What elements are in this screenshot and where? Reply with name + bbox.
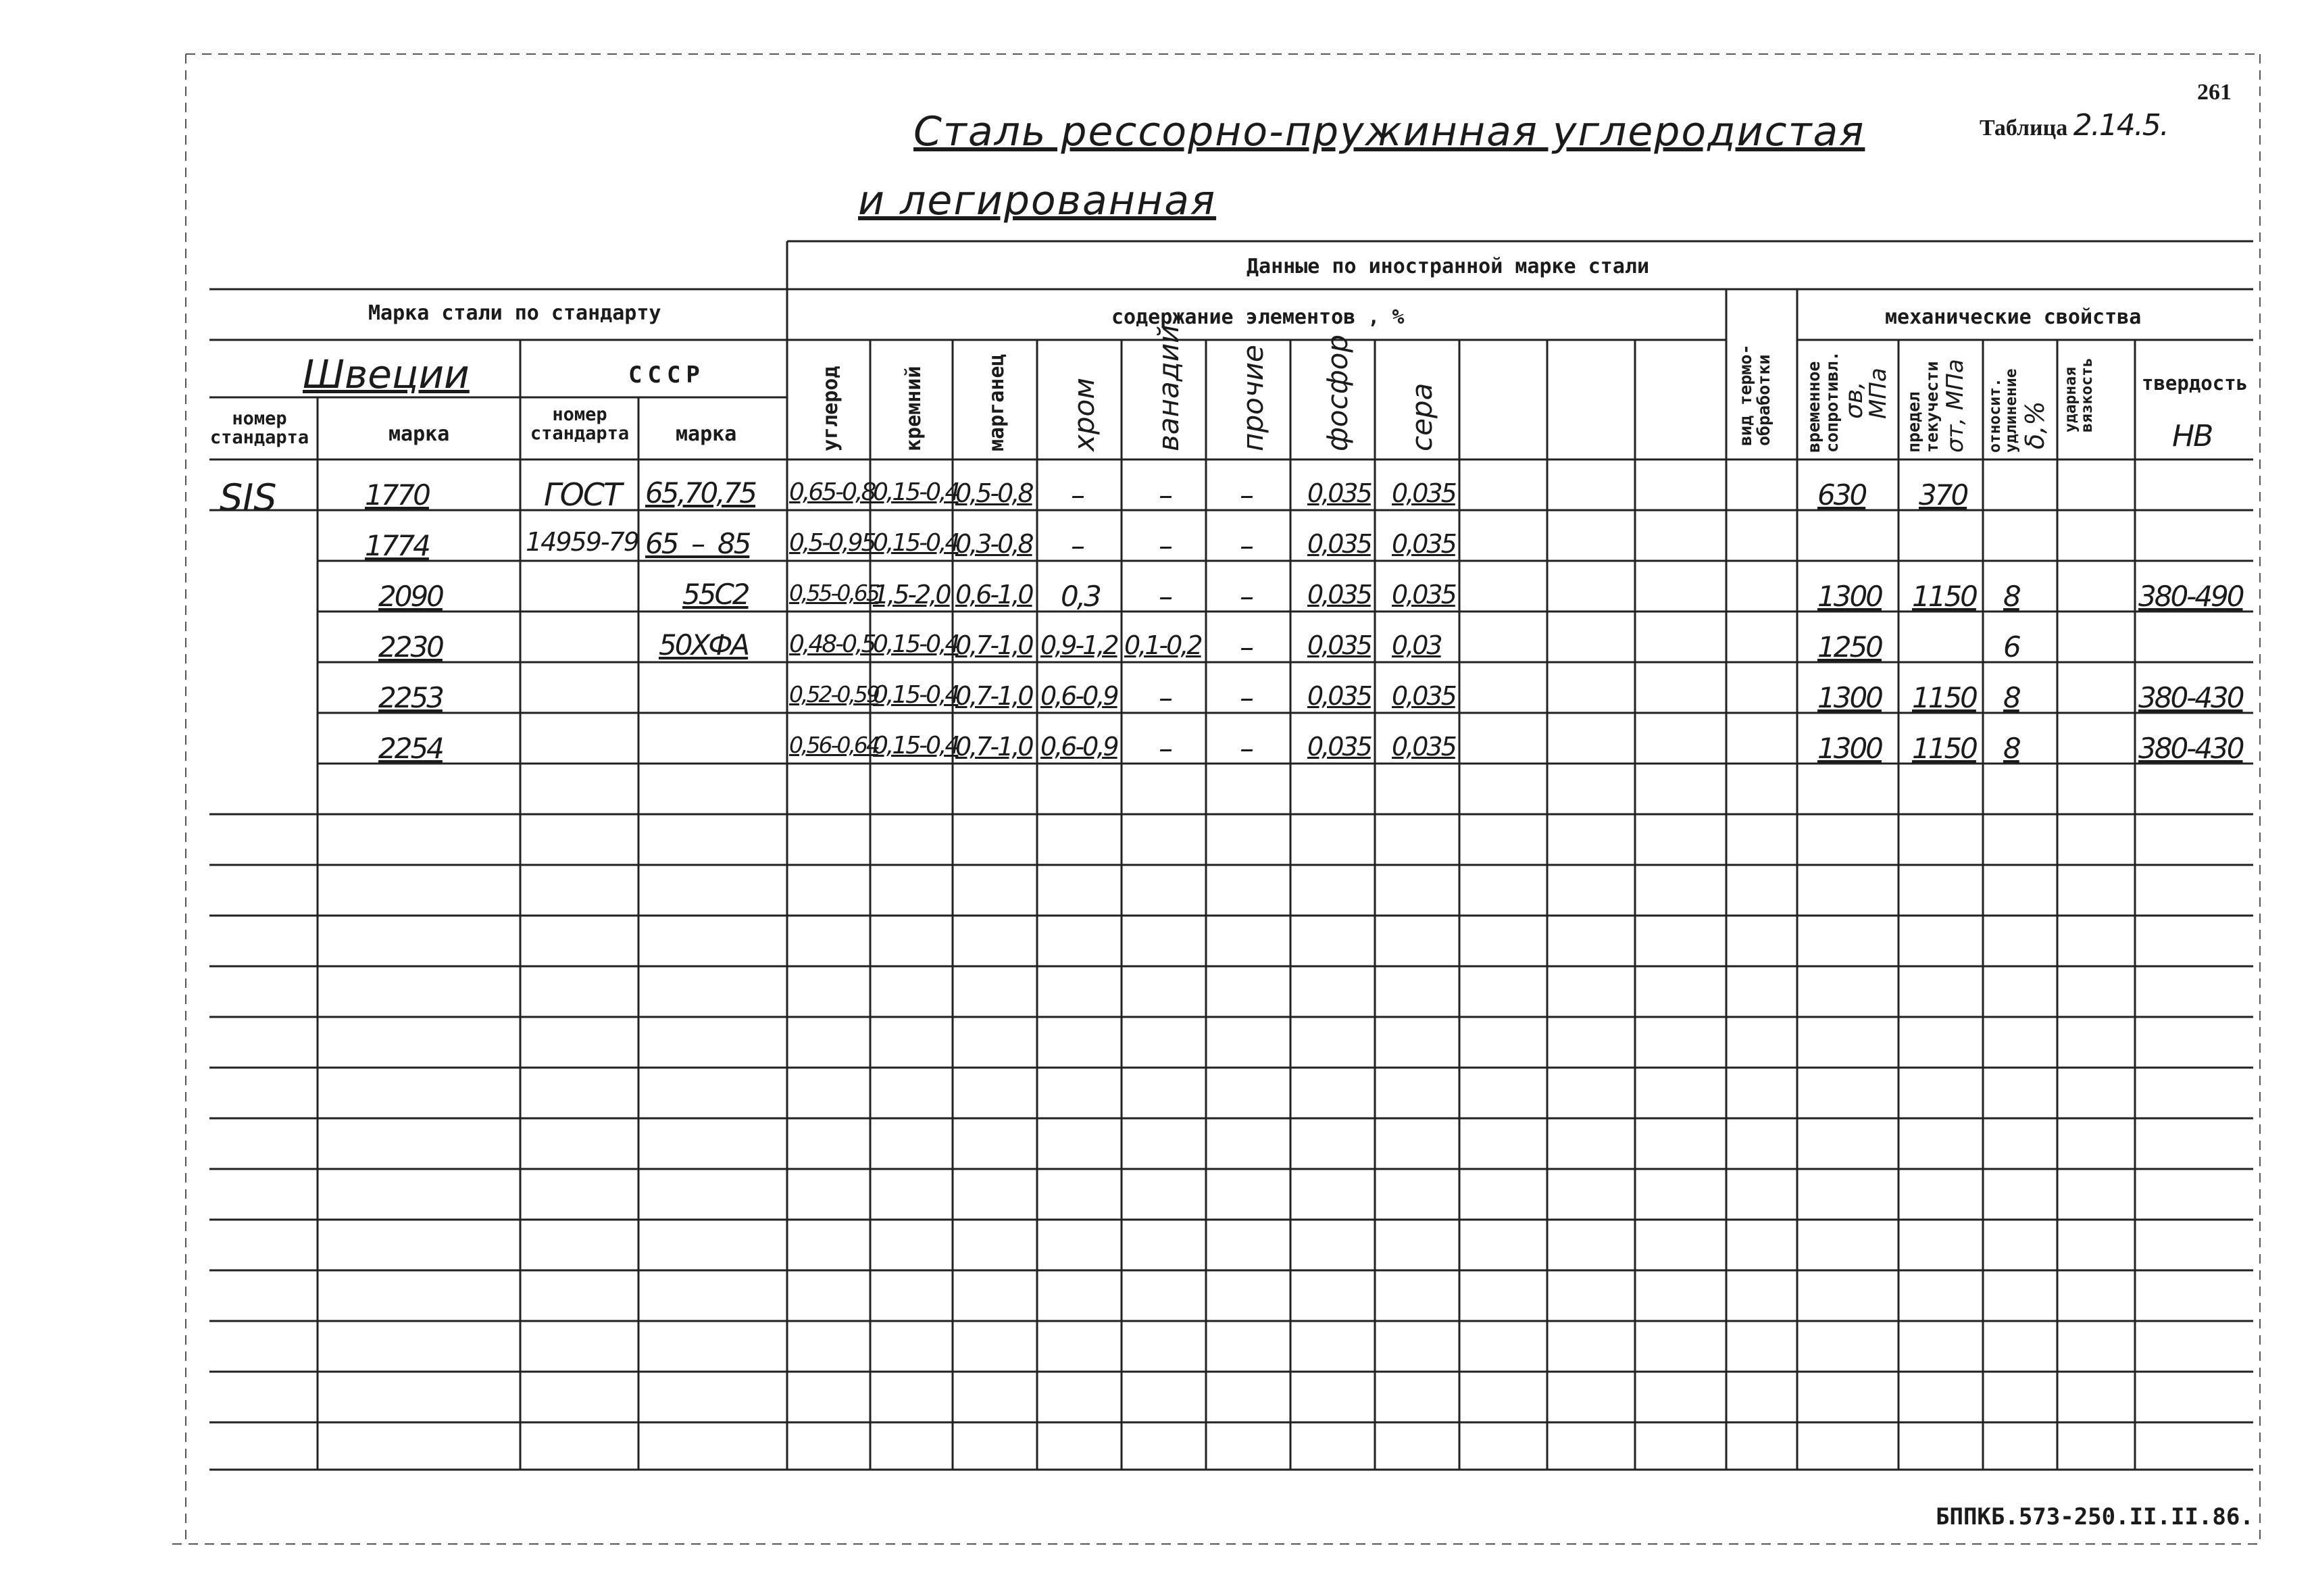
row3-tensile: 1300	[1817, 580, 1882, 613]
row1-phosphorus: 0,035	[1307, 478, 1371, 508]
row5-other: –	[1240, 681, 1252, 714]
row5-chromium: 0,6-0,9	[1040, 681, 1117, 711]
row3-hardness: 380-490	[2138, 580, 2243, 613]
row6-chromium: 0,6-0,9	[1040, 732, 1117, 762]
row5-vanadium: –	[1159, 681, 1171, 714]
col-tensile-line1: временное	[1804, 361, 1823, 453]
col-vanadium: ванадий	[1152, 324, 1185, 451]
row3-carbon: 0,55-0,65	[789, 580, 878, 606]
col-elong-line1: относит.	[1986, 378, 2004, 453]
header-ussr-std-number: номер стандарта	[530, 404, 630, 444]
row4-carbon: 0,48-0,5	[789, 630, 875, 658]
row1-chromium: –	[1071, 478, 1083, 512]
row4-elongation: 6	[2003, 630, 2019, 664]
row6-silicon: 0,15-0,4	[873, 732, 959, 759]
row6-sulfur: 0,035	[1392, 732, 1455, 762]
row1-yield: 370	[1919, 478, 1967, 512]
row6-yield: 1150	[1912, 732, 1976, 765]
row6-vanadium: –	[1159, 732, 1171, 765]
ussr-standard-line1: ГОСТ	[544, 476, 622, 513]
row3-other: –	[1240, 580, 1252, 613]
row2-chromium: –	[1071, 529, 1083, 562]
row2-sulfur: 0,035	[1392, 529, 1455, 559]
row2-silicon: 0,15-0,4	[873, 529, 959, 557]
header-mechanical-properties: механические свойства	[1885, 305, 2142, 329]
row6-phosphorus: 0,035	[1307, 732, 1371, 762]
header-foreign-grade: марка	[388, 422, 450, 446]
col-phosphorus: фосфор	[1321, 334, 1354, 451]
col-yield-line1: предел	[1904, 391, 1923, 453]
row4-chromium: 0,9-1,2	[1040, 630, 1117, 660]
title-line-2: и легированная	[858, 177, 1217, 224]
row3-vanadium: –	[1159, 580, 1171, 613]
row2-foreign-grade: 1774	[365, 529, 429, 562]
col-silicon: кремний	[902, 366, 926, 451]
row1-other: –	[1240, 478, 1252, 512]
col-other: прочие	[1236, 345, 1269, 451]
row5-yield: 1150	[1912, 681, 1976, 714]
row4-other: –	[1240, 630, 1252, 664]
row5-sulfur: 0,035	[1392, 681, 1455, 711]
row1-manganese: 0,5-0,8	[955, 478, 1032, 508]
row3-phosphorus: 0,035	[1307, 580, 1371, 609]
col-elong-symbol: δ,%	[2020, 401, 2050, 449]
row1-ussr-grade: 65,70,75	[645, 476, 756, 509]
page-number: 261	[2197, 80, 2232, 105]
col-impact-line2: вязкость	[2078, 357, 2096, 432]
footer-code: БППКБ.573-250.II.II.86.	[1936, 1503, 2254, 1530]
header-country-ussr: СССР	[628, 361, 705, 389]
row4-phosphorus: 0,035	[1307, 630, 1371, 660]
foreign-standard: SIS	[220, 476, 277, 519]
row3-yield: 1150	[1912, 580, 1976, 613]
header-foreign-std-number: номер стандарта	[209, 408, 309, 448]
row5-elongation: 8	[2003, 681, 2019, 714]
table-label: Таблица	[1980, 116, 2068, 141]
row5-tensile: 1300	[1817, 681, 1882, 714]
row4-manganese: 0,7-1,0	[955, 630, 1032, 660]
row2-carbon: 0,5-0,95	[789, 529, 875, 557]
col-yield-line2: текучести	[1922, 361, 1942, 453]
row3-sulfur: 0,035	[1392, 580, 1455, 609]
title-line-1: Сталь рессорно-пружинная углеродистая	[913, 108, 1865, 155]
col-tensile-line2: сопротивл.	[1822, 351, 1842, 453]
row5-carbon: 0,52-0,59	[789, 681, 878, 707]
row2-other: –	[1240, 529, 1252, 562]
row4-foreign-grade: 2230	[378, 630, 443, 664]
col-tensile-symbol: σв,	[1840, 381, 1868, 419]
row4-ussr-grade: 50ХФА	[659, 628, 749, 662]
header-ussr-grade: марка	[676, 422, 737, 446]
row1-vanadium: –	[1159, 478, 1171, 512]
col-manganese: марганец	[985, 353, 1009, 451]
row6-hardness: 380-430	[2138, 732, 2243, 765]
col-impact-line1: ударная	[2062, 367, 2080, 432]
header-grade-by-standard: Марка стали по стандарту	[368, 301, 661, 325]
row1-carbon: 0,65-0,8	[789, 478, 875, 506]
row5-hardness: 380-430	[2138, 681, 2243, 714]
col-elong-line2: удлинение	[2003, 368, 2020, 453]
row4-sulfur: 0,03	[1392, 630, 1441, 660]
row3-elongation: 8	[2003, 580, 2019, 613]
row1-foreign-grade: 1770	[365, 478, 429, 512]
row1-sulfur: 0,035	[1392, 478, 1455, 508]
header-foreign-data: Данные по иностранной марке стали	[1247, 255, 1650, 278]
row5-phosphorus: 0,035	[1307, 681, 1371, 711]
row3-ussr-grade: 55С2	[682, 578, 749, 611]
header-country-sweden: Швеции	[303, 351, 470, 397]
col-chromium: хром	[1067, 378, 1101, 451]
row2-manganese: 0,3-0,8	[955, 529, 1032, 559]
col-yield-symbol: σт, МПа	[1942, 359, 1969, 453]
row2-phosphorus: 0,035	[1307, 529, 1371, 559]
ussr-standard-line2: 14959-79	[526, 527, 638, 557]
row4-silicon: 0,15-0,4	[873, 630, 959, 658]
row5-foreign-grade: 2253	[378, 681, 443, 714]
row2-vanadium: –	[1159, 529, 1171, 562]
row1-silicon: 0,15-0,4	[873, 478, 959, 506]
col-hardness: твердость	[2142, 372, 2248, 395]
table-number: 2.14.5.	[2073, 108, 2168, 143]
row6-other: –	[1240, 732, 1252, 765]
row3-silicon: 1,5-2,0	[873, 580, 950, 609]
row6-manganese: 0,7-1,0	[955, 732, 1032, 762]
col-hardness-unit: НВ	[2172, 419, 2213, 453]
row2-ussr-grade: 65 – 85	[645, 527, 750, 560]
row6-foreign-grade: 2254	[378, 732, 443, 765]
col-carbon: углерод	[819, 366, 842, 451]
row5-manganese: 0,7-1,0	[955, 681, 1032, 711]
row3-manganese: 0,6-1,0	[955, 580, 1032, 609]
col-heat-treatment: вид термо-обработки	[1736, 344, 1774, 446]
row6-elongation: 8	[2003, 732, 2019, 765]
row3-foreign-grade: 2090	[378, 580, 443, 613]
row6-tensile: 1300	[1817, 732, 1882, 765]
col-sulfur: сера	[1405, 382, 1438, 451]
row1-tensile: 630	[1817, 478, 1866, 512]
row4-tensile: 1250	[1817, 630, 1882, 664]
col-tensile-unit: МПа	[1865, 368, 1892, 419]
header-elements-content: содержание элементов , %	[1111, 305, 1405, 329]
row3-chromium: 0,3	[1061, 580, 1100, 613]
row4-vanadium: 0,1-0,2	[1124, 630, 1201, 660]
row5-silicon: 0,15-0,4	[873, 681, 959, 709]
row6-carbon: 0,56-0,64	[789, 732, 878, 758]
